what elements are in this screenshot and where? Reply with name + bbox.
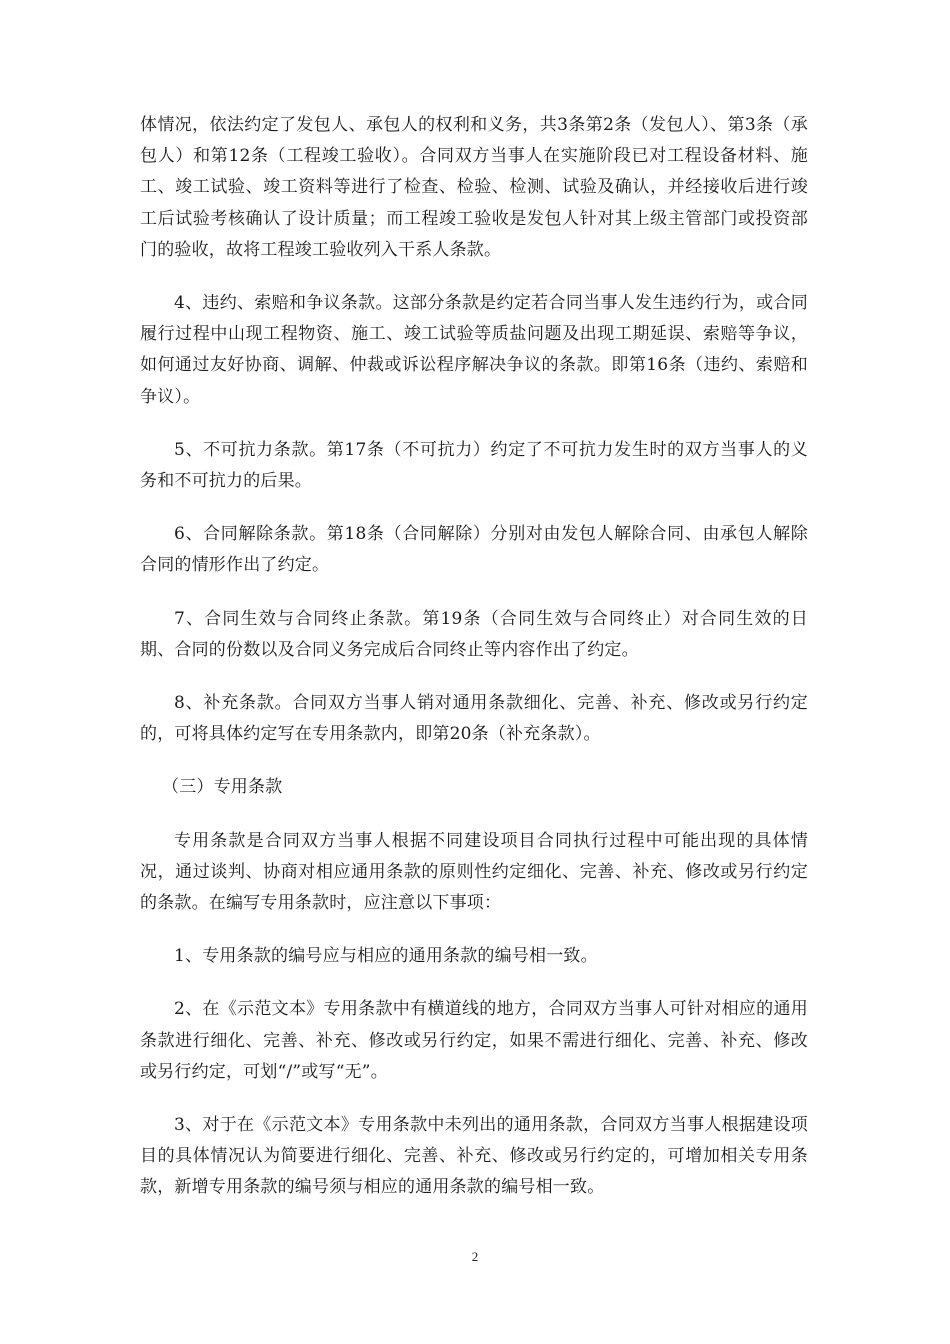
paragraph-breach-claims: 4、违约、索赔和争议条款。这部分条款是约定若合同当事人发生违约行为，或合同履行过程中山现工程物资、施工、竣工试验等质盐问题及出现工期延误、索赔等争议，如何通过友好协商、调解、仲裁或诉讼程序解决争议的条款。即第16条（违约、索赔和争议）。	[140, 293, 808, 407]
paragraph-item-3: 3、对于在《示范文本》专用条款中未列出的通用条款，合同双方当事人根据建设项目的具体情况认为简要进行细化、完善、补充、修改或另行约定的，可增加相关专用条款，新增专用条款的编号须与相应的通用条款的编号相一致。	[140, 1115, 808, 1198]
paragraph-contract-termination: 6、合同解除条款。第18条（合同解除）分别对由发包人解除合同、由承包人解除合同的情形作出了约定。	[140, 524, 808, 576]
paragraph-effect-and-end: 7、合同生效与合同终止条款。第19条（合同生效与合同终止）对合同生效的日期、合同的份数以及合同义务完成后合同终止等内容作出了约定。	[140, 608, 808, 660]
paragraph-special-terms-intro: 专用条款是合同双方当事人根据不同建设项目合同执行过程中可能出现的具体情况，通过谈判、协商对相应通用条款的原则性约定细化、完善、补充、修改或另行约定的条款。在编写专用条款时，应注意以下事项：	[140, 830, 808, 914]
paragraph-item-2: 2、在《示范文本》专用条款中有横道线的地方，合同双方当事人可针对相应的通用条款进行细化、完善、补充、修改或另行约定，如果不需进行细化、完善、补充、修改或另行约定，可划“/”或写“无”。	[140, 999, 808, 1082]
paragraph-force-majeure: 5、不可抗力条款。第17条（不可抗力）约定了不可抗力发生时的双方当事人的义务和不可抗力的后果。	[140, 439, 808, 492]
section-heading-special-terms: （三）专用条款	[162, 777, 283, 798]
paragraph-supplementary: 8、补充条款。合同双方当事人销对通用条款细化、完善、补充、修改或另行约定的，可将具体约定写在专用条款内，即第20条（补充条款）。	[140, 693, 808, 745]
page-number: 2	[471, 1249, 479, 1264]
paragraph-continuation: 体情况，依法约定了发包人、承包人的权利和义务，共3条第2条（发包人）、第3条（承包人）和第12条（工程竣工验收）。合同双方当事人在实施阶段已对工程设备材料、施工、竣工试验、竣工资料等进行了检查、检验、检测、试验及确认，并经接收后进行竣工后试验考核确认了设计质量；而工程竣工验收是发包人针对其上级主管部门或投资部门的验收，故将工程竣工验收列入干系人条款。	[140, 115, 808, 260]
paragraph-item-1: 1、专用条款的编号应与相应的通用条款的编号相一致。	[174, 946, 598, 967]
document-body	[140, 110, 808, 1204]
